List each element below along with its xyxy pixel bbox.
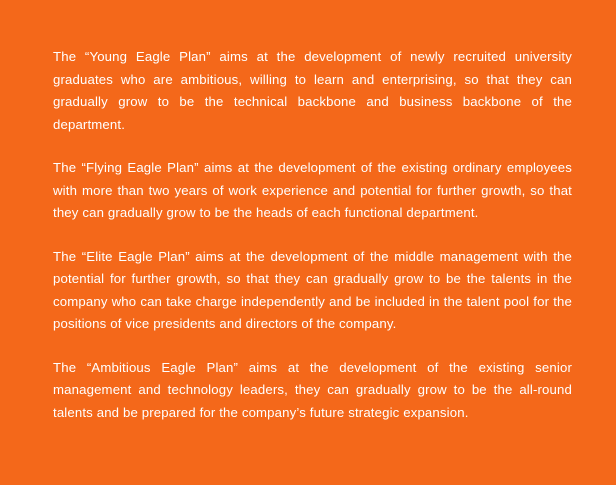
paragraph-flying-eagle-plan: The “Flying Eagle Plan” aims at the development of the existing ordinary employees with more than two years of work experience and potential for further growth, so that they can gradually grow to be the heads of each functional department. xyxy=(53,160,572,220)
document-body xyxy=(53,46,572,424)
paragraph-young-eagle-plan: The “Young Eagle Plan” aims at the development of newly recruited university graduates who are ambitious, willing to learn and enterprising, so that they can gradually grow to be the technical backbone and business backbone of the department. xyxy=(53,49,572,132)
paragraph-ambitious-eagle-plan: The “Ambitious Eagle Plan” aims at the development of the existing senior management and technology leaders, they can gradually grow to be the all-round talents and be prepared for the company’s future strategic expansion. xyxy=(53,359,572,420)
paragraph-elite-eagle-plan: The “Elite Eagle Plan” aims at the development of the middle management with the potential for further growth, so that they can gradually grow to be the talents in the company who can take charge independently and be included in the talent pool for the positions of vice presidents and directors of the company. xyxy=(53,248,572,331)
